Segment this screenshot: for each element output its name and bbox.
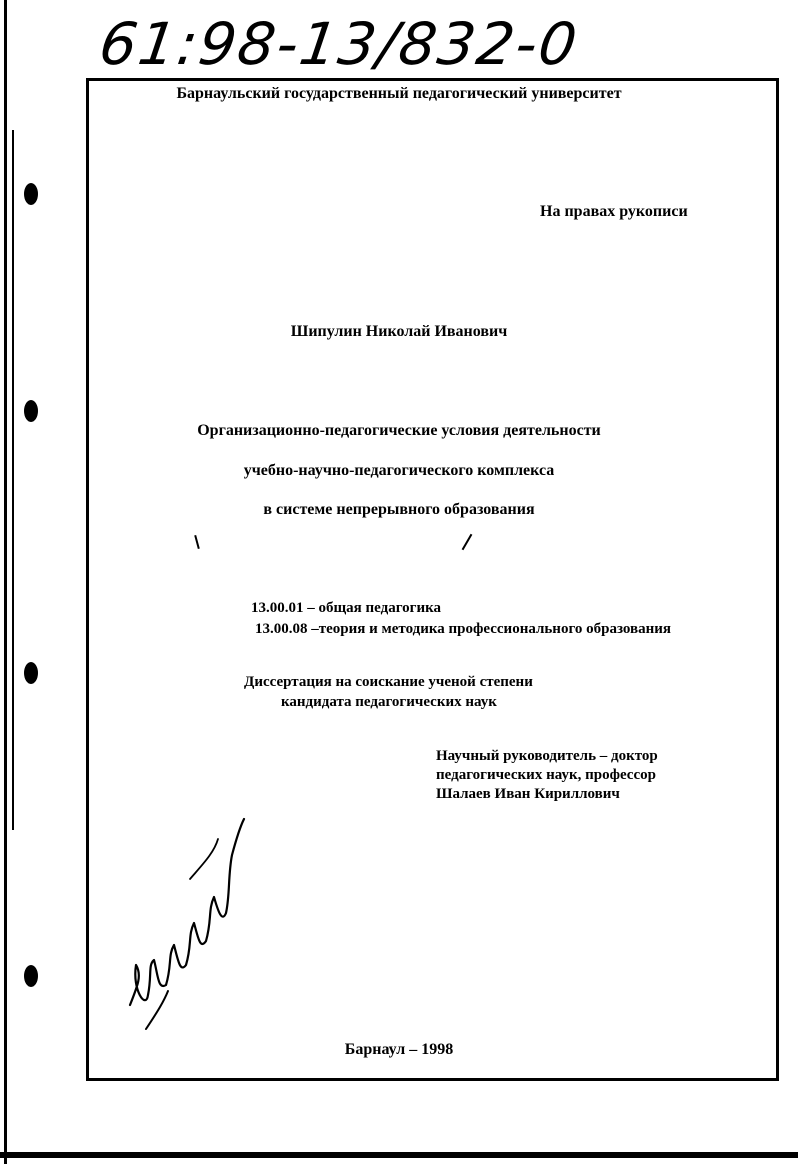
punch-hole [24,662,38,684]
archive-number: 61:98-13/832-0 [95,10,583,78]
punch-hole [24,183,38,205]
author-signature [118,815,248,1035]
scan-bottom-edge [0,1152,798,1158]
author-name: Шипулин Николай Иванович [290,323,508,340]
specialty-code: 13.00.08 –теория и методика профессионального образования [255,621,672,637]
punch-hole [24,400,38,422]
supervisor-line: педагогических наук, профессор [436,767,656,783]
title-line: в системе непрерывного образования [263,501,535,518]
punch-hole [24,965,38,987]
manuscript-rights: На правах рукописи [540,203,688,220]
university-name: Барнаульский государственный педагогический университет [176,85,622,102]
degree-statement: Диссертация на соискание ученой степени [244,674,533,690]
place-and-year: Барнаул – 1998 [344,1041,454,1058]
supervisor-line: Шалаев Иван Кириллович [436,786,620,802]
supervisor-line: Научный руководитель – доктор [436,748,658,764]
scan-margin-line [12,130,14,830]
specialty-code: 13.00.01 – общая педагогика [251,600,442,616]
title-line: Организационно-педагогические условия деятельности [197,422,601,439]
degree-statement: кандидата педагогических наук [281,694,497,710]
scan-margin-line [4,0,7,1164]
title-line: учебно-научно-педагогического комплекса [243,462,555,479]
